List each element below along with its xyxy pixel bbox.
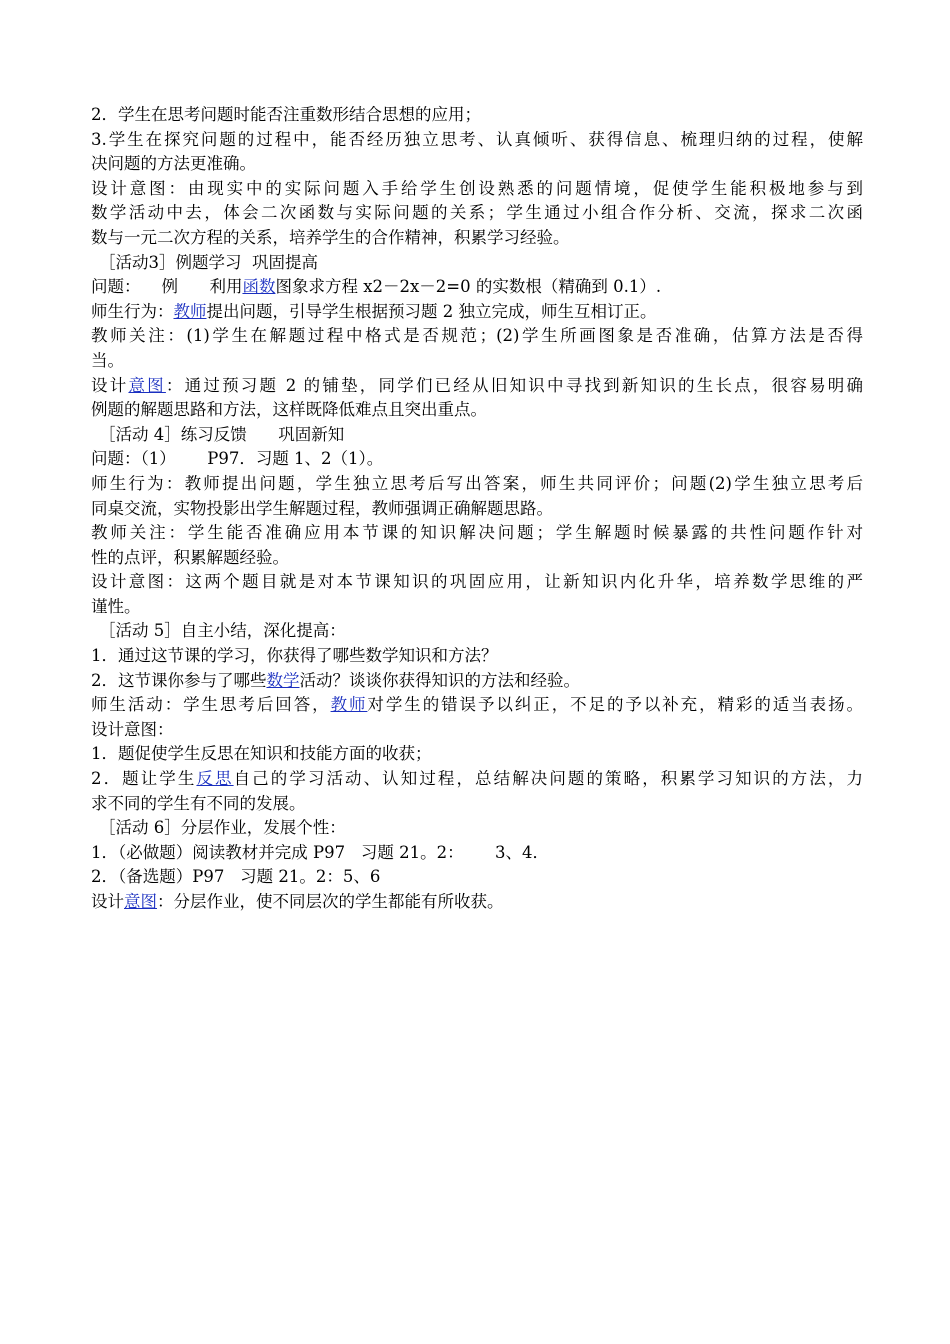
text-line: 问题：（1） P97．习题 1、2（1）。 xyxy=(91,449,384,469)
text-span: 设计 xyxy=(91,375,129,395)
link-intent[interactable]: 意图 xyxy=(128,375,166,395)
text-line: 2．学生在思考问题时能否注重数形结合思想的应用； xyxy=(91,105,481,124)
text-line xyxy=(91,669,863,694)
text-span: 师生行为： xyxy=(91,301,174,321)
link-reflect[interactable]: 反思 xyxy=(196,769,234,789)
text-line xyxy=(91,693,863,718)
document-page xyxy=(91,103,863,915)
text-line: 当。 xyxy=(91,350,124,370)
link-teacher[interactable]: 教师 xyxy=(173,301,207,321)
section-heading-activity-6: ［活动 6］分层作业，发展个性： xyxy=(99,818,346,838)
text-line: 1．（必做题）阅读教材并完成 P97 习题 21。2： 3、4． xyxy=(91,842,550,862)
text-line: 教师关注：(1)学生在解题过程中格式是否规范；(2)学生所画图象是否准确，估算方法是否得 xyxy=(91,326,863,346)
text-line: 设计意图： xyxy=(91,719,174,739)
section-heading-activity-4: ［活动 4］练习反馈 巩固新知 xyxy=(99,424,345,444)
text-line: 同桌交流，实物投影出学生解题过程，教师强调正确解题思路。 xyxy=(91,498,553,518)
text-span: 2．题让学生 xyxy=(91,769,197,789)
text-span: ：通过预习题 2 的铺垫，同学们已经从旧知识中寻找到新知识的生长点，很容易明确 xyxy=(165,375,864,395)
text-line: 设计意图：这两个题目就是对本节课知识的巩固应用，让新知识内化升华，培养数学思维的严 xyxy=(91,572,863,592)
section-heading-activity-5: ［活动 5］自主小结，深化提高： xyxy=(99,621,346,641)
text-span: 自己的学习活动、认知过程，总结解决问题的策略，积累学习知识的方法，力 xyxy=(233,769,864,789)
text-line: 教师关注：学生能否准确应用本节课的知识解决问题；学生解题时候暴露的共性问题作针对 xyxy=(91,523,863,543)
text-line: 数与一元二次方程的关系，培养学生的合作精神，积累学习经验。 xyxy=(91,227,570,247)
text-line xyxy=(91,275,863,300)
text-line: 例题的解题思路和方法，这样既降低难点且突出重点。 xyxy=(91,400,487,420)
link-math[interactable]: 数学 xyxy=(266,670,300,690)
text-line: 师生行为：教师提出问题，学生独立思考后写出答案，师生共同评价；问题(2)学生独立思考后 xyxy=(91,473,863,493)
text-span: ：分层作业，使不同层次的学生都能有所收获。 xyxy=(157,892,504,911)
text-span: 2．这节课你参与了哪些 xyxy=(91,670,267,690)
link-function[interactable]: 函数 xyxy=(242,277,276,297)
text-line: 决问题的方法更准确。 xyxy=(91,154,256,174)
text-line: 1．通过这节课的学习，你获得了哪些数学知识和方法？ xyxy=(91,646,498,666)
text-line xyxy=(91,374,863,399)
text-line xyxy=(91,300,863,325)
text-line: 设计意图：由现实中的实际问题入手给学生创设熟悉的问题情境，促使学生能积极地参与到 xyxy=(91,178,863,198)
text-span: 活动？谈谈你获得知识的方法和经验。 xyxy=(299,670,580,690)
text-line: 1．题促使学生反思在知识和技能方面的收获； xyxy=(91,744,432,764)
text-line: 性的点评，积累解题经验。 xyxy=(91,547,289,567)
text-span: 问题： 例 利用 xyxy=(91,277,243,297)
text-line xyxy=(91,890,863,915)
text-line: 求不同的学生有不同的发展。 xyxy=(91,793,306,813)
text-span: 设计 xyxy=(91,892,124,911)
link-intent-2[interactable]: 意图 xyxy=(124,892,157,911)
text-line: 3.学生在探究问题的过程中，能否经历独立思考、认真倾听、获得信息、梳理归纳的过程，使解 xyxy=(91,129,863,149)
text-span: 师生活动：学生思考后回答， xyxy=(91,695,331,715)
text-span: 对学生的错误予以纠正，不足的予以补充，精彩的适当表扬。 xyxy=(367,695,864,715)
section-heading-activity-3: ［活动3］例题学习 巩固提高 xyxy=(99,252,318,272)
text-line: 数学活动中去，体会二次函数与实际问题的关系；学生通过小组合作分析、交流，探求二次函 xyxy=(91,203,863,223)
text-line: 谨性。 xyxy=(91,596,141,616)
text-line xyxy=(91,767,863,792)
text-span: 提出问题，引导学生根据预习题 2 独立完成，师生互相订正。 xyxy=(206,301,657,321)
text-span: 图象求方程 x2－2x－2=0 的实数根（精确到 0.1）. xyxy=(275,277,662,297)
text-line: 2．（备选题）P97 习题 21。2：5、6 xyxy=(91,867,381,887)
link-teacher-2[interactable]: 教师 xyxy=(330,695,368,715)
